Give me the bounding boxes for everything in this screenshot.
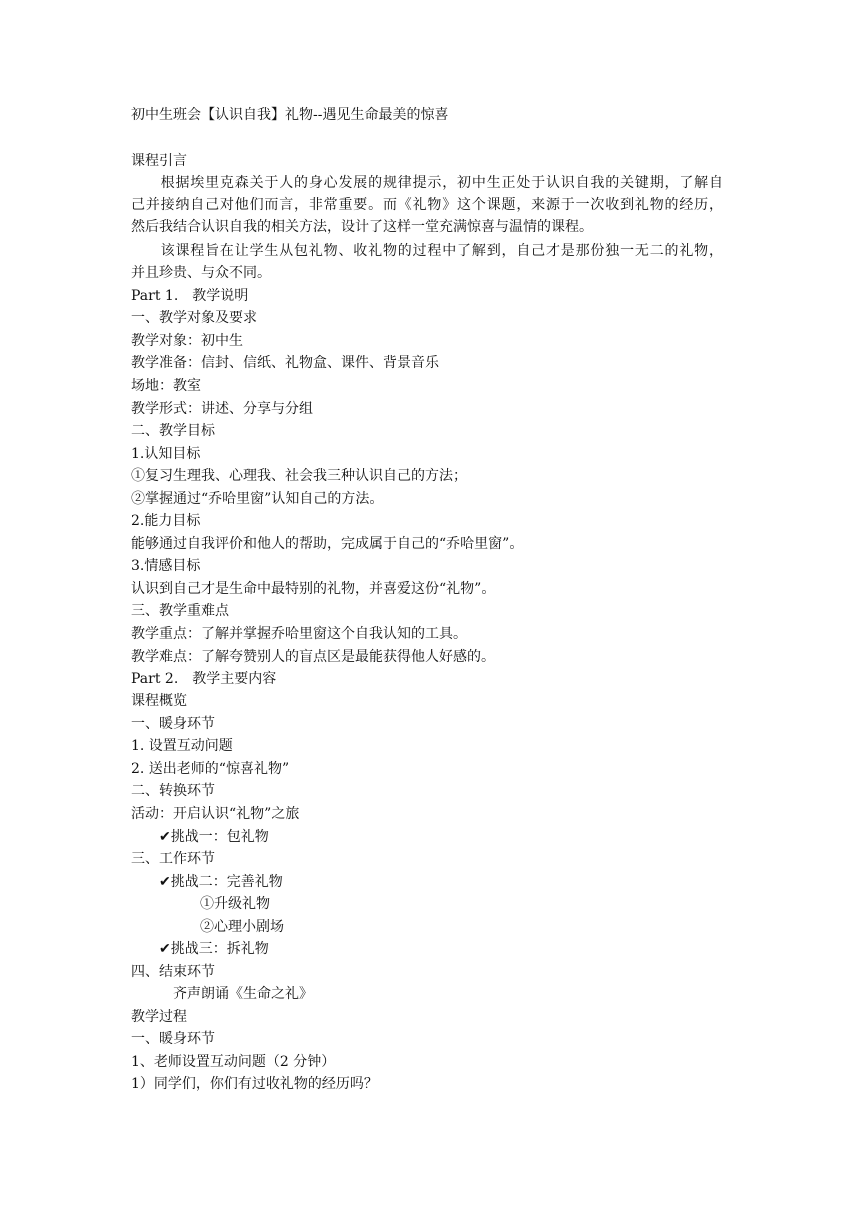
part2-heading: Part 2. 教学主要内容	[131, 671, 277, 687]
intro-paragraph-1-line-1: 根据埃里克森关于人的身心发展的规律提示，初中生正处于认识自我的关键期，了解自	[131, 175, 723, 191]
intro-paragraph-1-line-3: 然后我结合认识自我的相关方法，设计了这样一堂充满惊喜与温情的课程。	[131, 219, 593, 235]
goal-emotion-title: 3.情感目标	[131, 558, 201, 574]
transition-title: 二、转换环节	[131, 783, 215, 799]
goal-cognitive-item-1: ①复习生理我、心理我、社会我三种认识自己的方法；	[131, 468, 467, 484]
intro-heading: 课程引言	[131, 153, 187, 169]
goal-cognitive-item-2: ②掌握通过“乔哈里窗”认知自己的方法。	[131, 491, 384, 507]
goal-emotion-text: 认识到自己才是生命中最特别的礼物，并喜爱这份“礼物”。	[131, 581, 496, 597]
warmup-item-2: 2. 送出老师的“惊喜礼物”	[131, 761, 290, 777]
section-keypoints-title: 三、教学重难点	[131, 603, 229, 619]
intro-paragraph-2-line-1: 该课程旨在让学生从包礼物、收礼物的过程中了解到，自己才是那份独一无二的礼物，	[131, 243, 723, 259]
activity-text: 活动：开启认识“礼物”之旅	[131, 806, 300, 822]
goal-cognitive-title: 1.认知目标	[131, 446, 201, 462]
teaching-target: 教学对象：初中生	[131, 333, 243, 349]
process-warmup-title: 一、暖身环节	[131, 1031, 215, 1047]
challenge-2-upgrade: ①升级礼物	[200, 896, 270, 912]
section-goals-title: 二、教学目标	[131, 423, 215, 439]
goal-ability-text: 能够通过自我评价和他人的帮助，完成属于自己的“乔哈里窗”。	[131, 536, 524, 552]
challenge-2: ✔挑战二：完善礼物	[159, 874, 283, 890]
ending-title: 四、结束环节	[131, 964, 215, 980]
ending-recite: 齐声朗诵《生命之礼》	[173, 986, 313, 1002]
key-point: 教学重点：了解并掌握乔哈里窗这个自我认知的工具。	[131, 626, 467, 642]
part1-heading: Part 1. 教学说明	[131, 288, 249, 304]
teaching-prep: 教学准备：信封、信纸、礼物盒、课件、背景音乐	[131, 355, 439, 371]
process-heading: 教学过程	[131, 1009, 187, 1025]
teaching-form: 教学形式：讲述、分享与分组	[131, 401, 313, 417]
overview-heading: 课程概览	[131, 693, 187, 709]
work-title: 三、工作环节	[131, 851, 215, 867]
process-question-1: 1）同学们，你们有过收礼物的经历吗？	[131, 1076, 378, 1092]
challenge-3: ✔挑战三：拆礼物	[159, 941, 269, 957]
warmup-item-1: 1. 设置互动问题	[131, 738, 233, 754]
intro-paragraph-1-line-2: 己并接纳自己对他们而言，非常重要。而《礼物》这个课题，来源于一次收到礼物的经历，	[131, 197, 723, 213]
challenge-2-theater: ②心理小剧场	[200, 919, 284, 935]
challenge-1: ✔挑战一：包礼物	[159, 829, 269, 845]
document-title: 初中生班会【认识自我】礼物--遇见生命最美的惊喜	[131, 107, 449, 123]
process-step-1: 1、老师设置互动问题（2 分钟）	[131, 1054, 336, 1070]
intro-paragraph-2-line-2: 并且珍贵、与众不同。	[131, 265, 271, 281]
teaching-venue: 场地：教室	[131, 378, 201, 394]
difficult-point: 教学难点：了解夸赞别人的盲点区是最能获得他人好感的。	[131, 649, 495, 665]
warmup-title: 一、暖身环节	[131, 716, 215, 732]
goal-ability-title: 2.能力目标	[131, 513, 201, 529]
section-target-title: 一、教学对象及要求	[131, 310, 257, 326]
